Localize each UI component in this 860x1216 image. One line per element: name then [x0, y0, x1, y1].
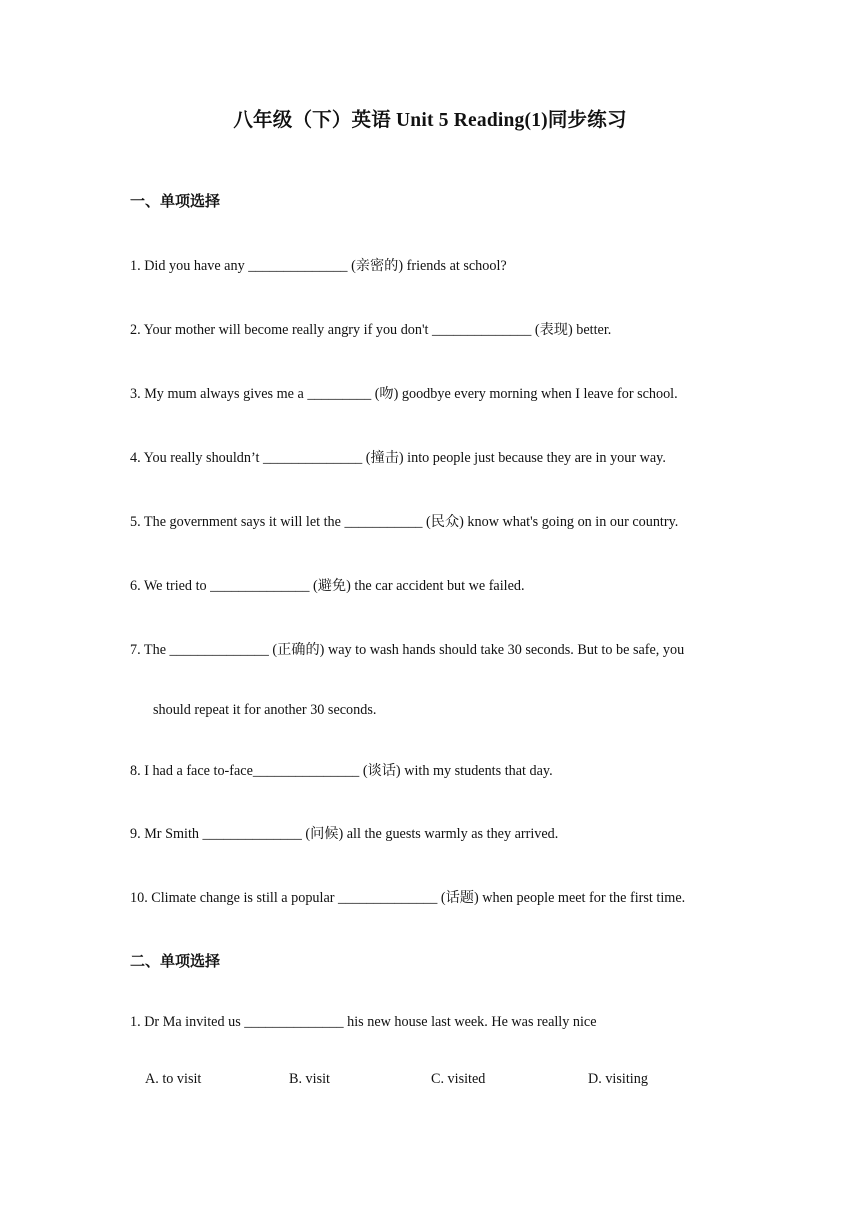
option-d: D. visiting: [588, 1071, 648, 1087]
question-3: 3. My mum always gives me a _________ (吻) goodbye every morning when I leave for school.: [130, 386, 678, 402]
section-heading-2: 二、单项选择: [130, 952, 221, 970]
section-heading-1: 一、单项选择: [130, 192, 221, 210]
option-a: A. to visit: [145, 1071, 202, 1087]
question-2: 2. Your mother will become really angry if you don't ______________ (表现) better.: [130, 322, 612, 338]
question-5: 5. The government says it will let the ___________ (民众) know what's going on in our country.: [130, 514, 679, 530]
question-9: 9. Mr Smith ______________ (问候) all the guests warmly as they arrived.: [130, 826, 559, 842]
question-7: 7. The ______________ (正确的) way to wash hands should take 30 seconds. But to be safe, you: [130, 642, 685, 658]
question-1: 1. Did you have any ______________ (亲密的) friends at school?: [130, 258, 507, 274]
question-6: 6. We tried to ______________ (避免) the car accident but we failed.: [130, 578, 525, 594]
question-10: 10. Climate change is still a popular ______________ (话题) when people meet for the first time.: [130, 890, 686, 906]
question-8: 8. I had a face to-face_______________ (谈话) with my students that day.: [130, 763, 553, 779]
section2-question-1: 1. Dr Ma invited us ______________ his new house last week. He was really nice: [130, 1014, 597, 1030]
question-4: 4. You really shouldn’t ______________ (撞击) into people just because they are in your way.: [130, 450, 666, 466]
option-b: B. visit: [289, 1071, 330, 1087]
question-7-continuation: should repeat it for another 30 seconds.: [153, 702, 377, 718]
option-c: C. visited: [431, 1071, 486, 1087]
document-title: 八年级（下）英语 Unit 5 Reading(1)同步练习: [233, 110, 627, 131]
